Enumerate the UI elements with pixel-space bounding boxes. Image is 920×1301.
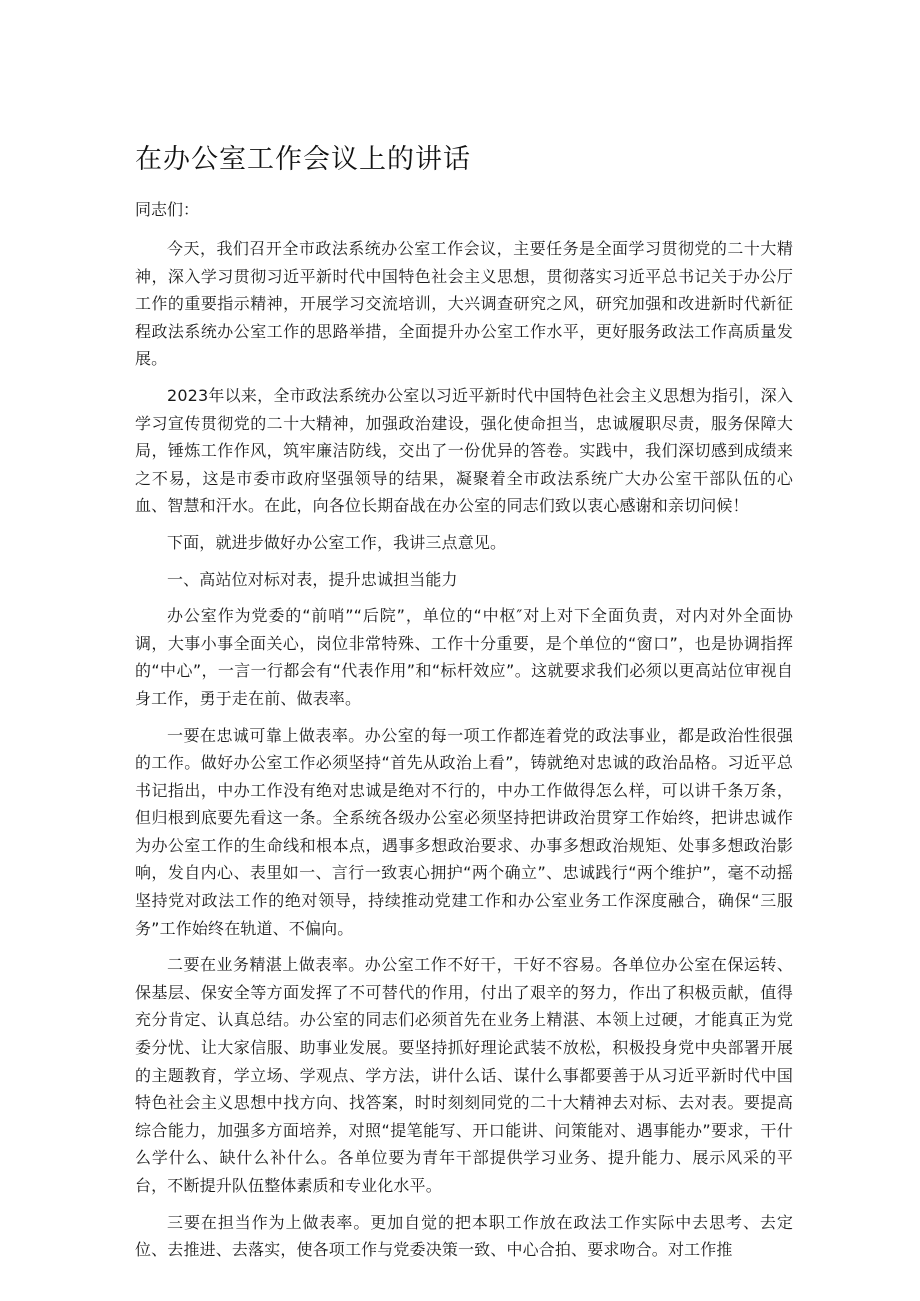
paragraph-office-role: 办公室作为党委的“前哨”“后院”，单位的“中枢″对上对下全面负责，对内对外全面协调，大事小事全面关心，岗位非常特殊、工作十分重要，是个单位的“窗口”，也是协调指挥的“中心”，一言一行都会有“代表作用”和“标杆效应”。这就要求我们必须以更高站位审视自身工作，勇于走在前、做表率。 (135, 606, 793, 708)
paragraph-opening: 今天，我们召开全市政法系统办公室工作会议，主要任务是全面学习贯彻党的二十大精神，深入学习贯彻习近平新时代中国特色社会主义思想，贯彻落实习近平总书记关于办公厅工作的重要指示精神，开展学习交流培训，大兴调查研究之风，研究加强和改进新时代新征程政法系统办公室工作的思路举措，全面提升办公室工作水平，更好服务政法工作高质量发展。 (135, 239, 793, 369)
document-title: 在办公室工作会议上的讲话 (135, 144, 471, 175)
paragraph-expertise: 二要在业务精湛上做表率。办公室工作不好干，干好不容易。各单位办公室在保运转、保基层、保安全等方面发挥了不可替代的作用，付出了艰辛的努力，作出了积极贡献，值得充分肯定、认真总结。办公室的同志们必须首先在业务上精湛、本领上过硬，才能真正为党委分忧、让大家信服、助事业发展。要坚持抓好理论武装不放松，积极投身党中央部署开展的主题教育，学立场、学观点、学方法，讲什么话、谋什么事都要善于从习近平新时代中国特色社会主义思想中找方向、找答案，时时刻刻同党的二十大精神去对标、去对表。要提高综合能力，加强多方面培养，对照“提笔能写、开口能讲、问策能对、遇事能办”要求，干什么学什么、缺什么补什么。各单位要为青年干部提供学习业务、提升能力、展示风采的平台，不断提升队伍整体素质和专业化水平。 (135, 955, 793, 1195)
salutation: 同志们： (135, 200, 200, 219)
section-heading-1: 一、高站位对标对表，提升忠诚担当能力 (167, 569, 458, 589)
document-page (135, 140, 793, 1273)
paragraph-responsibility: 三要在担当作为上做表率。更加自觉的把本职工作放在政法工作实际中去思考、去定位、去推进、去落实，使各项工作与党委决策一致、中心合拍、要求吻合。对工作推 (135, 1212, 793, 1260)
paragraph-loyalty: 一要在忠诚可靠上做表率。办公室的每一项工作都连着党的政法事业，都是政治性很强的工作。做好办公室工作必须坚持“首先从政治上看”，铸就绝对忠诚的政治品格。习近平总书记指出，中办工作没有绝对忠诚是绝对不行的，中办工作做得怎么样，可以讲千条万条，但归根到底要先看这一条。全系统各级办公室必须坚持把讲政治贯穿工作始终，把讲忠诚作为办公室工作的生命线和根本点，遇事多想政治要求、办事多想政治规矩、处事多想政治影响，发自内心、表里如一、言行一致衷心拥护“两个确立”、忠诚践行“两个维护”，毫不动摇坚持党对政法工作的绝对领导，持续推动党建工作和办公室业务工作深度融合，确保“三服务”工作始终在轨道、不偏向。 (135, 725, 793, 938)
paragraph-outline: 下面，就进步做好办公室工作，我讲三点意见。 (167, 532, 507, 552)
paragraph-achievements: 2023年以来，全市政法系统办公室以习近平新时代中国特色社会主义思想为指引，深入学习宣传贯彻党的二十大精神，加强政治建设，强化使命担当，忠诚履职尽责，服务保障大局，锤炼工作作风，筑牢廉洁防线，交出了一份优异的答卷。实践中，我们深切感到成绩来之不易，这是市委市政府坚强领导的结果，凝聚着全市政法系统广大办公室干部队伍的心血、智慧和汗水。在此，向各位长期奋战在办公室的同志们致以衷心感谢和亲切问候！ (135, 385, 793, 516)
